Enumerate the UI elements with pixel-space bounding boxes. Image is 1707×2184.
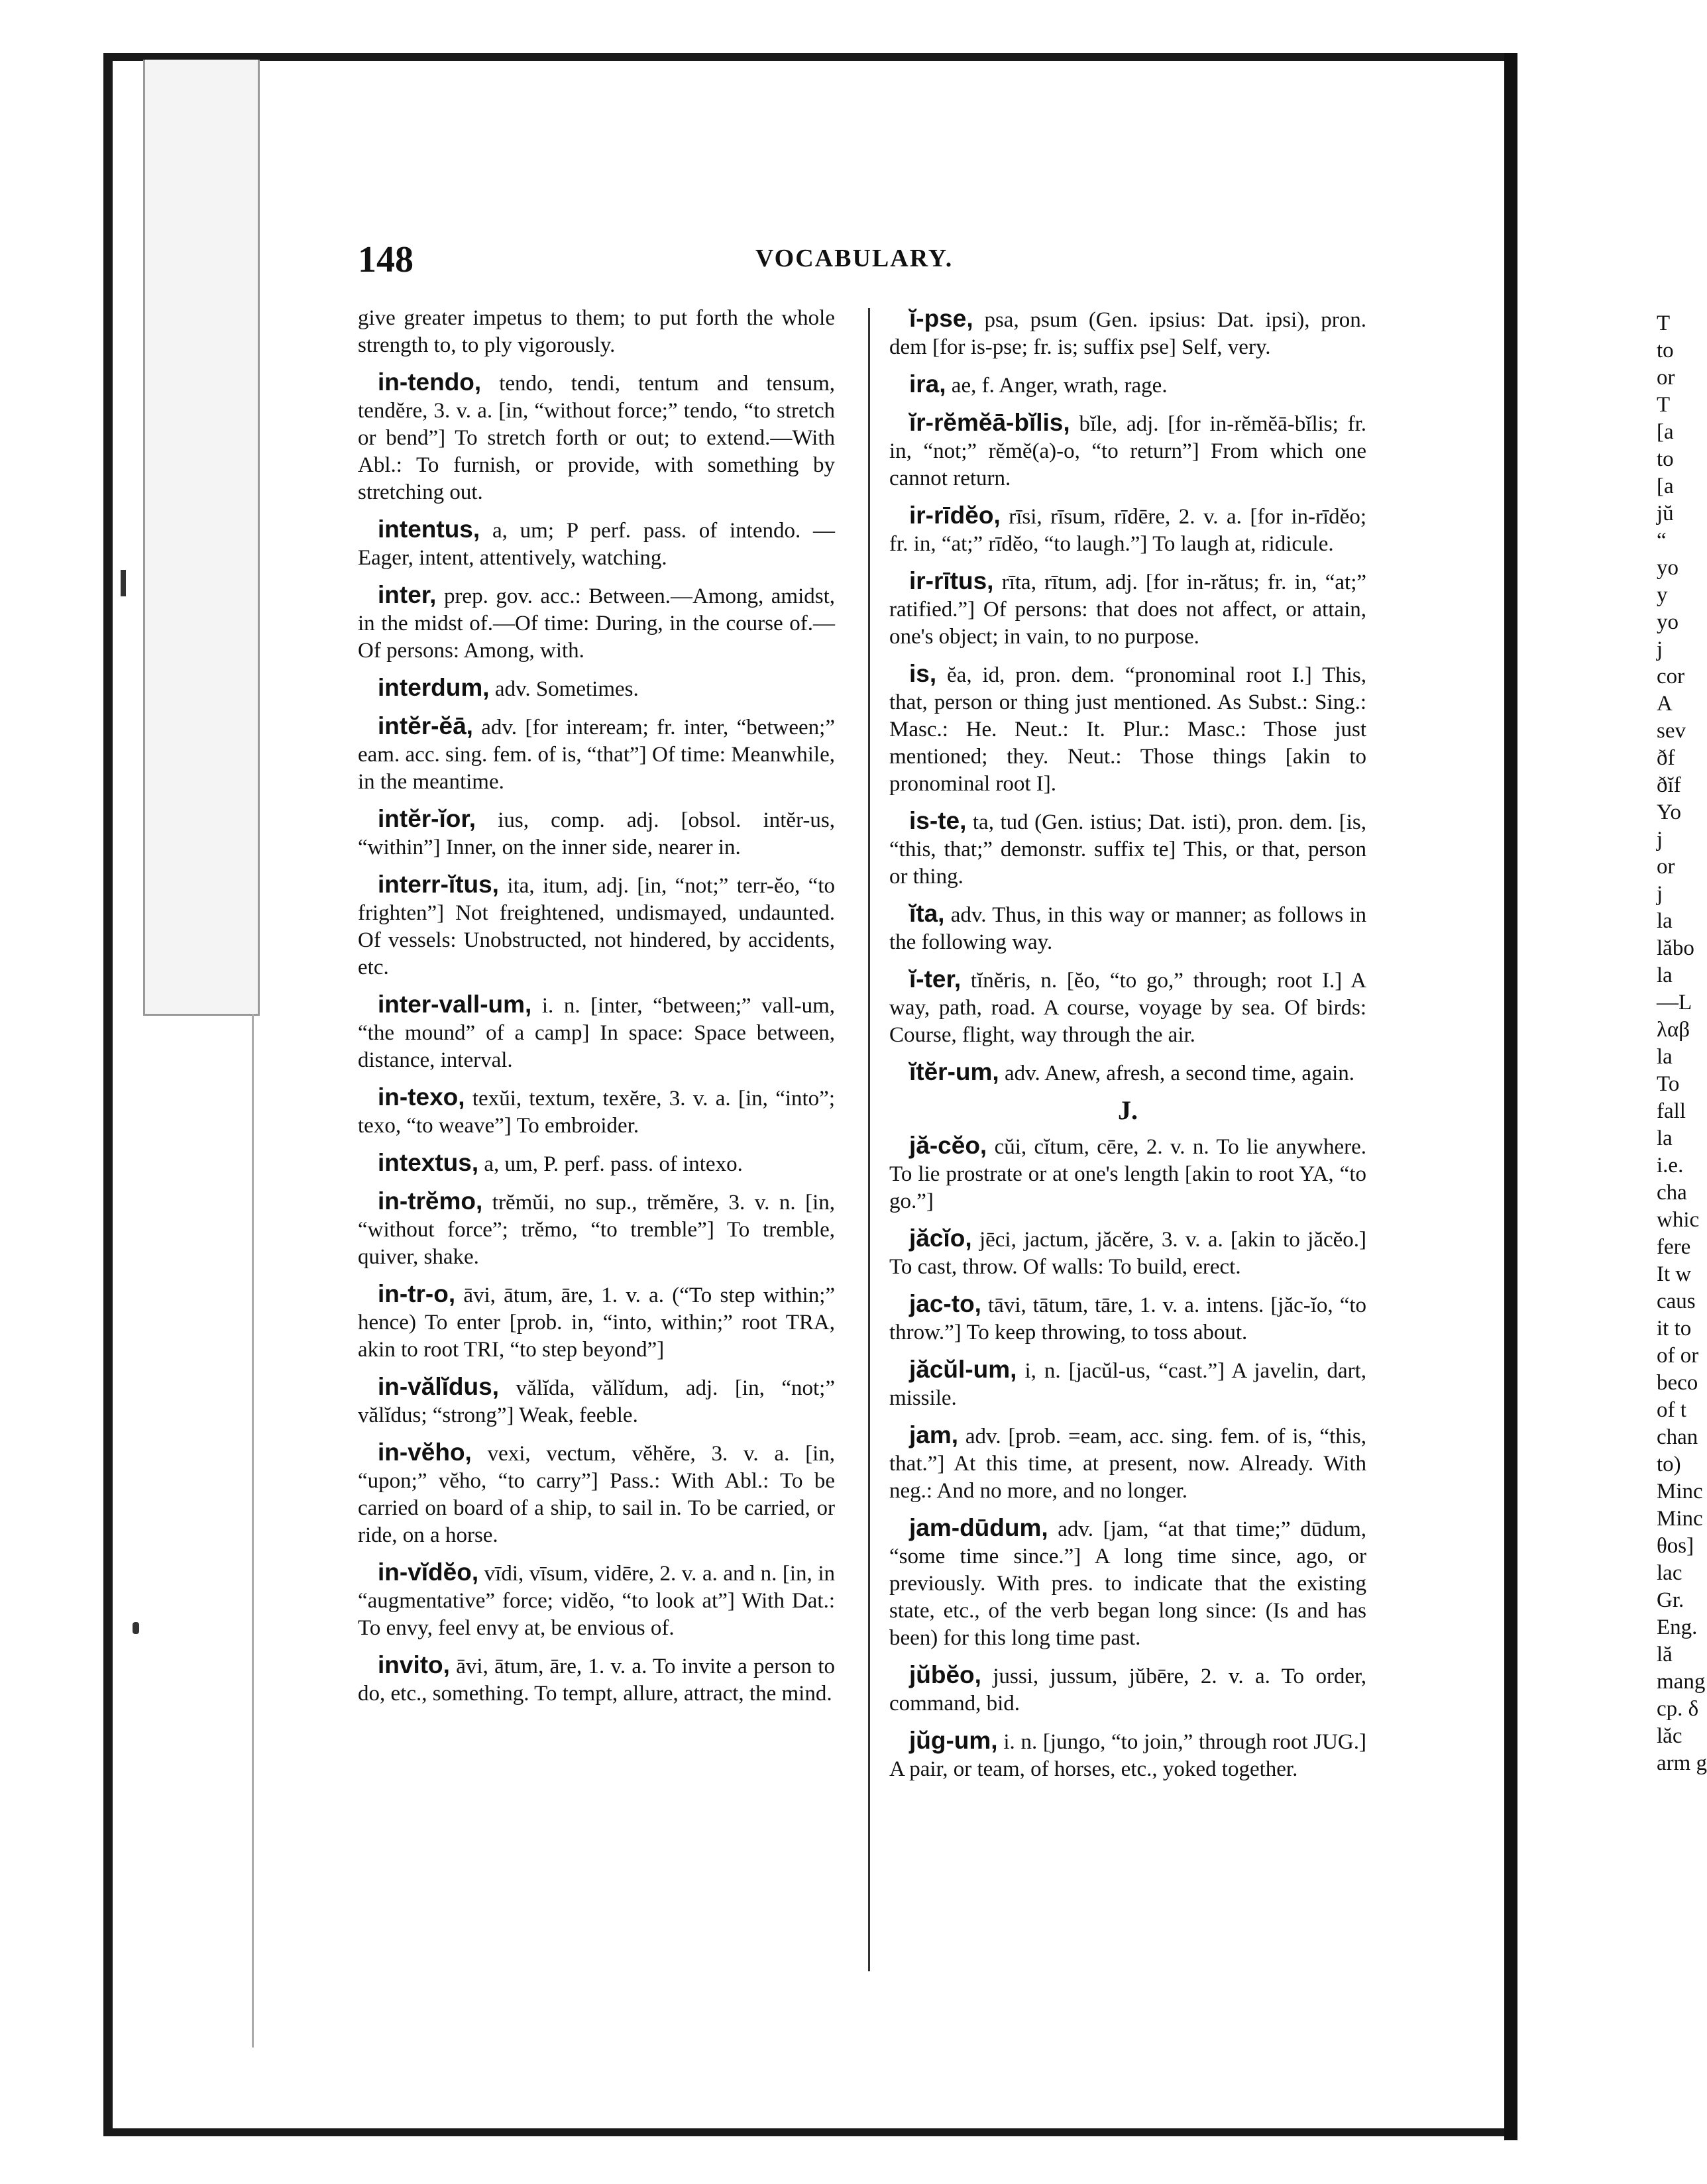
- next-page-text-fragment: mang: [1657, 1670, 1706, 1694]
- entry-text: tendo, tendi, tentum and tensum, tendĕre, 3. v. a. [in, “without force;” tendo, “to stretch or bend”] To stretch forth or out; to extend.—With Abl.: To furnish, or provide, with something by stretching out.: [358, 372, 835, 504]
- entry: [889, 1421, 1366, 1505]
- entry: [889, 370, 1366, 400]
- next-page-text-fragment: or: [1657, 366, 1675, 390]
- next-page-text-fragment: arm g: [1657, 1751, 1707, 1775]
- headword: in-vĕho,: [378, 1439, 472, 1466]
- entry-text: a, um, P. perf. pass. of intexo.: [484, 1152, 743, 1176]
- entry-text: a, um; P perf. pass. of intendo. — Eager, intent, attentively, watching.: [358, 519, 836, 570]
- headword: in-trĕmo,: [378, 1187, 483, 1215]
- next-page-text-fragment: ðĭf: [1657, 773, 1681, 797]
- headword: in-tr-o,: [378, 1280, 456, 1307]
- entry: [889, 965, 1366, 1049]
- next-page-text-fragment: la: [1657, 909, 1673, 933]
- next-page-text-fragment: A: [1657, 692, 1673, 716]
- entry-continuation: [358, 305, 835, 359]
- next-page-text-fragment: λαβ: [1657, 1018, 1690, 1042]
- entry-text: jēci, jactum, jăcĕre, 3. v. a. [akin to jăcĕo.] To cast, throw. Of walls: To build, erect.: [889, 1228, 1366, 1279]
- next-page-text-fragment: fall: [1657, 1099, 1686, 1123]
- entry-text: vexi, vectum, vĕhĕre, 3. v. a. [in, “upon;” vĕho, “to carry”] Pass.: With Abl.: To be carried on board of a ship, to sail in. To be carried, or ride, on a horse.: [358, 1442, 835, 1547]
- entry-text: ĕa, id, pron. dem. “pronominal root I.] This, that, person or thing just mentioned. As Subst.: Sing.: Masc.: He. Neut.: It. Plur.: Masc.: Those just mentioned; they. Neut.: Those things [akin to pronominal root I].: [889, 663, 1367, 796]
- headword: intentus,: [378, 516, 480, 543]
- entry: [358, 1439, 835, 1549]
- headword: ĭta,: [909, 900, 945, 927]
- headword: is,: [909, 660, 937, 687]
- page-edge-strip: [143, 60, 260, 1016]
- entry-text: vīdi, vīsum, vidēre, 2. v. a. and n. [in, in “augmentative” force; vidĕo, “to look at”] With Dat.: To envy, feel envy at, be envious of.: [358, 1562, 835, 1640]
- entry: [889, 1661, 1366, 1718]
- entry-text: texŭi, textum, texĕre, 3. v. a. [in, “into”; texo, “to weave”] To embroider.: [358, 1087, 835, 1138]
- entry-text: ius, comp. adj. [obsol. intĕr-us, “within”] Inner, on the inner side, nearer in.: [358, 808, 835, 859]
- next-page-text-fragment: T: [1657, 311, 1671, 335]
- page-title: VOCABULARY.: [755, 245, 954, 272]
- entry: [358, 1558, 835, 1642]
- margin-mark: [121, 570, 126, 596]
- section-letter: J.: [1118, 1095, 1138, 1125]
- next-page-text-fragment: or: [1657, 855, 1675, 879]
- entry-text: trĕmŭi, no sup., trĕmĕre, 3. v. n. [in, “without force”; trĕmo, “to tremble”] To tremble, quiver, shake.: [358, 1191, 835, 1269]
- next-page-text-fragment: jŭ: [1657, 502, 1674, 525]
- entry-text: i. n. [jungo, “to join,” through root JUG.] A pair, or team, of horses, etc., yoked together.: [889, 1730, 1367, 1781]
- headword: intĕr-ĕā,: [378, 712, 473, 739]
- page-number: 148: [358, 239, 413, 280]
- headword: jam-dūdum,: [909, 1514, 1048, 1541]
- next-page-text-fragment: la: [1657, 1045, 1673, 1069]
- next-page-text-fragment: j: [1657, 637, 1663, 661]
- column-rule: [868, 308, 870, 1971]
- next-page-text-fragment: whic: [1657, 1208, 1700, 1232]
- running-head: [358, 239, 1392, 285]
- headword: ĭtĕr-um,: [909, 1058, 999, 1085]
- headword: ir-rīdĕo,: [909, 502, 1001, 529]
- entry: [889, 807, 1366, 891]
- entry: [889, 1058, 1366, 1087]
- next-page-fragment: [1517, 278, 1707, 1869]
- next-page-text-fragment: θos]: [1657, 1534, 1694, 1558]
- entry-text: bĭle, adj. [for in-rĕmĕā-bĭlis; fr. in, “not;” rĕmĕ(a)-o, “to return”] From which one cannot return.: [889, 412, 1366, 490]
- entry-text: āvi, ātum, āre, 1. v. a. To invite a person to do, etc., something. To tempt, allure, attract, the mind.: [358, 1655, 835, 1706]
- next-page-text-fragment: cha: [1657, 1181, 1687, 1205]
- entry-text: adv. Anew, afresh, a second time, again.: [1004, 1062, 1355, 1085]
- next-page-text-fragment: [a: [1657, 420, 1674, 444]
- headword: jăcĭo,: [909, 1225, 972, 1252]
- entry-text: tāvi, tātum, tāre, 1. v. a. intens. [jăc-ĭo, “to throw.”] To keep throwing, to toss about.: [889, 1293, 1367, 1344]
- headword: inter,: [378, 581, 437, 608]
- entry-text: āvi, ātum, āre, 1. v. a. (“To step within;” hence) To enter [prob. in, “into, within;” root TRA, akin to root TRI, “to step beyond”]: [358, 1283, 836, 1362]
- headword: is-te,: [909, 807, 967, 834]
- headword: ira,: [909, 370, 946, 398]
- page-edge-strip-lower: [225, 1014, 254, 2048]
- entry-text: rīsi, rīsum, rīdēre, 2. v. a. [for in-rīdĕo; fr. in, “at;” rīdĕo, “to laugh.”] To laugh at, ridicule.: [889, 505, 1366, 556]
- headword: ir-rītus,: [909, 567, 994, 594]
- next-page-text-fragment: It w: [1657, 1262, 1692, 1286]
- entry-text: adv. Thus, in this way or manner; as follows in the following way.: [889, 903, 1366, 954]
- entry: [889, 567, 1366, 651]
- headword: jac-to,: [909, 1290, 981, 1317]
- next-page-text-fragment: j: [1657, 828, 1663, 851]
- entry: [889, 900, 1366, 956]
- scan-border-bottom: [103, 2128, 1515, 2136]
- entry: [358, 1149, 835, 1178]
- next-page-text-fragment: [a: [1657, 474, 1674, 498]
- next-page-text-fragment: beco: [1657, 1371, 1698, 1395]
- entry-text: adv. [prob. =eam, acc. sing. fem. of is, “this, that.”] At this time, at present, now. Already. With neg.: And no more, and no longer.: [889, 1425, 1366, 1503]
- headword: jŭg-um,: [909, 1727, 998, 1754]
- entry: [358, 991, 835, 1074]
- entry: [358, 516, 835, 572]
- entry-text: i, n. [jacŭl-us, “cast.”] A javelin, dart, missile.: [889, 1359, 1366, 1410]
- book-gutter: [1504, 53, 1517, 2140]
- next-page-text-fragment: Eng.: [1657, 1615, 1698, 1639]
- next-page-text-fragment: la: [1657, 1126, 1673, 1150]
- entry: [889, 409, 1366, 492]
- next-page-text-fragment: caus: [1657, 1289, 1696, 1313]
- next-page-text-fragment: Yo: [1657, 800, 1682, 824]
- headword: intextus,: [378, 1149, 479, 1176]
- entry: [889, 1356, 1366, 1412]
- entry: [358, 1280, 835, 1364]
- entry: [358, 368, 835, 506]
- next-page-text-fragment: it to: [1657, 1317, 1692, 1340]
- next-page-text-fragment: T: [1657, 393, 1671, 417]
- next-page-text-fragment: i.e.: [1657, 1154, 1684, 1177]
- headword: interdum,: [378, 674, 490, 701]
- next-page-text-fragment: sev: [1657, 719, 1686, 743]
- scan-border-top: [103, 53, 1508, 61]
- entry-text: ta, tud (Gen. istius; Dat. isti), pron. dem. [is, “this, that;” demonstr. suffix te] This, or that, person or thing.: [889, 810, 1366, 889]
- scan-border-left: [103, 53, 113, 2134]
- next-page-text-fragment: Minc: [1657, 1480, 1703, 1503]
- headword: in-vĭdĕo,: [378, 1558, 479, 1586]
- next-page-text-fragment: to): [1657, 1452, 1681, 1476]
- entry: [889, 305, 1366, 361]
- headword: ĭ-pse,: [909, 305, 973, 332]
- headword: intĕr-ĭor,: [378, 805, 476, 832]
- entry: [889, 1290, 1366, 1346]
- entry: [358, 871, 835, 981]
- right-column: [889, 305, 1366, 1792]
- next-page-text-fragment: j: [1657, 882, 1663, 906]
- next-page-text-fragment: Minc: [1657, 1507, 1703, 1531]
- entry: [889, 1727, 1366, 1783]
- entry-text: prep. gov. acc.: Between.—Among, amidst, in the midst of.—Of time: During, in the course of.—Of persons: Among, with.: [358, 584, 835, 663]
- entry-text: ae, f. Anger, wrath, rage.: [951, 374, 1168, 398]
- entry-text: rīta, rītum, adj. [for in-rătus; fr. in, “at;” ratified.”] Of persons: that does not affect, or attain, one's object; in vain, to no purpose.: [889, 571, 1367, 649]
- entry-text: tĭnĕris, n. [ĕo, “to go,” through; root I.] A way, path, road. A course, voyage by sea. Of birds: Course, flight, way through the air.: [889, 969, 1367, 1047]
- next-page-text-fragment: yo: [1657, 610, 1679, 634]
- entry-text: cŭi, cĭtum, cēre, 2. v. n. To lie anywhere. To lie prostrate or at one's length [akin to root YA, “to go.”]: [889, 1135, 1367, 1213]
- margin-mark-dot: [133, 1622, 139, 1634]
- headword: in-tendo,: [378, 368, 482, 396]
- headword: jŭbĕo,: [909, 1661, 981, 1688]
- next-page-text-fragment: —L: [1657, 991, 1692, 1014]
- next-page-text-fragment: of or: [1657, 1344, 1699, 1368]
- next-page-text-fragment: cp. δ: [1657, 1697, 1699, 1721]
- entry-text: adv. [for inteream; fr. inter, “between;” eam. acc. sing. fem. of is, “that”] Of time: Meanwhile, in the meantime.: [358, 716, 835, 794]
- entry: [889, 1514, 1366, 1652]
- headword: jăcŭl-um,: [909, 1356, 1017, 1383]
- next-page-text-fragment: lăbo: [1657, 936, 1694, 960]
- next-page-text-fragment: ðf: [1657, 746, 1675, 770]
- next-page-text-fragment: cor: [1657, 665, 1685, 688]
- entry-text: vălĭda, vălĭdum, adj. [in, “not;” vălĭdus; “strong”] Weak, feeble.: [358, 1376, 836, 1427]
- entry: [358, 674, 835, 703]
- next-page-text-fragment: lac: [1657, 1561, 1682, 1585]
- entry-text: ita, itum, adj. [in, “not;” terr-ĕo, “to frighten”] Not freightened, undismayed, undaunted. Of vessels: Unobstructed, not hindered, by accidents, etc.: [358, 874, 836, 979]
- entry: [358, 1187, 835, 1271]
- headword: inter-vall-um,: [378, 991, 532, 1018]
- left-column: [358, 305, 835, 1717]
- entry: [358, 805, 835, 861]
- headword: invito,: [378, 1651, 450, 1678]
- headword: jă-cĕo,: [909, 1132, 987, 1159]
- entry-text: i. n. [inter, “between;” vall-um, “the mound” of a camp] In space: Space between, distance, interval.: [358, 994, 835, 1072]
- entry: [889, 660, 1366, 798]
- entry: [358, 1651, 835, 1708]
- next-page-text-fragment: fere: [1657, 1235, 1691, 1259]
- entry-text: psa, psum (Gen. ipsius: Dat. ipsi), pron. dem [for is-pse; fr. is; suffix pse] Self, very.: [889, 308, 1367, 359]
- entry-text: adv. Sometimes.: [494, 677, 639, 701]
- headword: in-texo,: [378, 1083, 465, 1111]
- headword: in-vălĭdus,: [378, 1373, 499, 1400]
- next-page-text-fragment: yo: [1657, 556, 1679, 580]
- next-page-text-fragment: y: [1657, 583, 1668, 607]
- entry-text: give greater impetus to them; to put forth the whole strength to, to ply vigorously.: [358, 306, 835, 357]
- entry: [358, 1373, 835, 1429]
- next-page-text-fragment: lăc: [1657, 1724, 1682, 1748]
- next-page-text-fragment: lă: [1657, 1643, 1673, 1666]
- headword: jam,: [909, 1421, 959, 1448]
- entry-text: adv. [jam, “at that time;” dūdum, “some time since.”] A long time since, ago, or previously. With pres. to indicate that the existing state, etc., of the verb began long since: (Is and has been) for this long time past.: [889, 1517, 1367, 1650]
- next-page-text-fragment: “: [1657, 529, 1667, 553]
- entry: [358, 1083, 835, 1140]
- headword: ĭ-ter,: [909, 965, 962, 993]
- next-page-text-fragment: to: [1657, 447, 1674, 471]
- entry: [889, 1225, 1366, 1281]
- entry: [889, 502, 1366, 558]
- entry: [358, 581, 835, 665]
- next-page-text-fragment: to: [1657, 339, 1674, 362]
- headword: interr-ĭtus,: [378, 871, 499, 898]
- entry-text: jussi, jussum, jŭbēre, 2. v. a. To order, command, bid.: [889, 1665, 1366, 1716]
- next-page-text-fragment: Gr.: [1657, 1588, 1684, 1612]
- next-page-text-fragment: of t: [1657, 1398, 1686, 1422]
- headword: ĭr-rĕmĕā-bĭlis,: [909, 409, 1070, 436]
- next-page-text-fragment: la: [1657, 963, 1673, 987]
- entry: [889, 1132, 1366, 1215]
- next-page-text-fragment: chan: [1657, 1425, 1698, 1449]
- entry: [358, 712, 835, 796]
- next-page-text-fragment: To: [1657, 1072, 1680, 1096]
